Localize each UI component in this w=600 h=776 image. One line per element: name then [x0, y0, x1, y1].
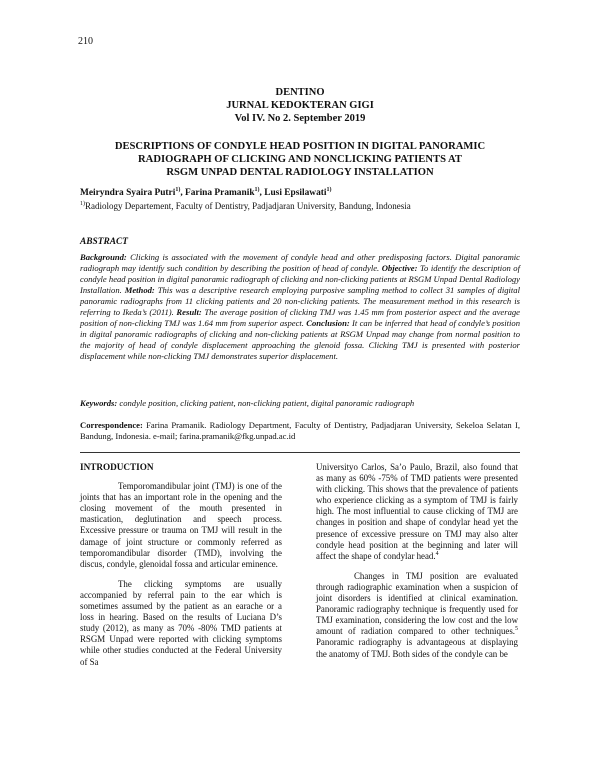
author-separator: ,: [259, 188, 265, 198]
author-name: Meiryndra Syaira Putri: [80, 188, 176, 198]
journal-subtitle: JURNAL KEDOKTERAN GIGI: [226, 100, 374, 111]
abstract-body: [80, 252, 520, 362]
conclusion-label: Conclusion:: [306, 318, 350, 328]
author-name: Lusi Epsilawati: [264, 188, 327, 198]
correspondence-label: Correspondence:: [80, 420, 143, 430]
article-title: [80, 140, 520, 179]
author-list: [80, 188, 331, 198]
author-name: Farina Pramanik: [185, 188, 255, 198]
paragraph: The clicking symptoms are usually accompanied by referral pain to the ear which is sometimes assumed by the patient as an earache or a loss in hearing. Based on the results of Luciana D’s study (2012), as many as 70% -80% TMD patients at RSGM Unpad were reported with clicking symptoms while other studies conducted at the Federal University of Sa: [80, 578, 282, 667]
author-sup: 1): [175, 186, 181, 193]
title-line: DESCRIPTIONS OF CONDYLE HEAD POSITION IN DIGITAL PANORAMIC: [114, 141, 486, 152]
method-text: This was a descriptive research employing purposive sampling method to collect 31 samples of digital panoramic radiographs from 11 clicking patients and 20 non-clicking patients. The measurement method in this research is referring to Ikeda’s (2011).: [80, 285, 520, 317]
section-divider: [80, 452, 520, 453]
journal-name: DENTINO: [275, 87, 325, 98]
correspondence: [80, 420, 520, 442]
keywords: [80, 398, 414, 408]
method-label: Method:: [124, 285, 155, 295]
abstract-heading: ABSTRACT: [80, 237, 128, 247]
paragraph-text: Panoramic radiography is advantageous at displaying the anatomy of TMJ. Both sides of the condyle can be: [316, 637, 518, 659]
author-separator: ,: [180, 188, 185, 198]
affiliation-sup: 1): [80, 201, 85, 207]
keywords-label: Keywords:: [80, 398, 118, 408]
paragraph-text: Changes in TMJ position are evaluated through radiographic examination when a suspicion of joint disorders is identified at clinical examination. Panoramic radiography technique is frequently used for TMJ examination, considering the low cost and the low amount of radiation compared to other techniques.: [316, 570, 518, 637]
conclusion-text: It can be inferred that head of condyle’s position in digital panoramic radiographs of clicking and non-clicking patients at RSGM Unpad may change from normal position to the majority of head of condyle displacement approaching the glenoid fossa. Clicking TMJ is presented with posterior displacement while non-clicking TMJ demonstrates superior displacement.: [80, 318, 520, 361]
reference-number: 5: [515, 626, 518, 633]
journal-header: [0, 86, 600, 125]
objective-text: To identify the description of condyle head position in digital panoramic radiograph of clicking and non-clicking patients at RSGM Unpad Dental Radiology Installation.: [80, 263, 520, 295]
result-text: The average position of clicking TMJ was 1.45 mm from posterior aspect and the average position of non-clicking TMJ was 1.64 mm from superior aspect.: [80, 307, 520, 328]
title-line: RSGM UNPAD DENTAL RADIOLOGY INSTALLATION: [166, 167, 434, 178]
introduction-heading: INTRODUCTION: [80, 462, 154, 472]
objective-label: Objective:: [381, 263, 418, 273]
background-text: Clicking is associated with the movement of condyle head and other predisposing factors. Digital panoramic radiograph may identify such condition by describing the position of head of condyle.: [80, 252, 520, 273]
title-line: RADIOGRAPH OF CLICKING AND NONCLICKING PATIENTS AT: [138, 154, 462, 165]
paragraph: Temporomandibular joint (TMJ) is one of the joints that has an important role in the opening and the closing movement of the mouth presented in mastication, deglutination and speech process. Excessive pressure or trauma on TMJ will result in the damage of joint structure or commonly referred as temporomandibular disorder (TMD), involving the discus, condyle, glenoidal fossa and articular eminence.: [80, 481, 282, 569]
left-column: [80, 462, 282, 677]
paragraph: [316, 571, 518, 660]
affiliation: [80, 201, 411, 211]
affiliation-text: Radiology Departement, Faculty of Dentistry, Padjadjaran University, Bandung, Indonesia: [85, 201, 411, 211]
right-column: [316, 462, 518, 669]
keywords-text: condyle position, clicking patient, non-clicking patient, digital panoramic radiograph: [117, 398, 415, 408]
paragraph: [316, 462, 518, 562]
background-label: Background:: [80, 252, 127, 262]
author-sup: 1): [254, 186, 260, 193]
reference-number: 4: [435, 550, 439, 557]
journal-volume: Vol IV. No 2. September 2019: [234, 113, 366, 124]
author-sup: 1): [326, 186, 332, 193]
paragraph-text: Universityo Carlos, Sa’o Paulo, Brazil, also found that as many as 60% -75% of TMD patients were presented with clicking. This shows that the prevalence of patients who experience clicking as a symptom of TMJ is fairly high. The most influential to cause clicking of TMJ are changes in position and shape of condylar head yet the presence of excessive pressure on TMJ may also alter condyle head position at the beginning and later will affect the shape of condylar head.: [316, 462, 518, 561]
result-label: Result:: [176, 307, 202, 317]
correspondence-text: Farina Pramanik. Radiology Department, Faculty of Dentistry, Padjadjaran University, Sekeloa Selatan I, Bandung, Indonesia. e-mail; farina.pramanik@fkg.unpad.ac.id: [80, 420, 520, 441]
page-number: 210: [78, 36, 93, 47]
